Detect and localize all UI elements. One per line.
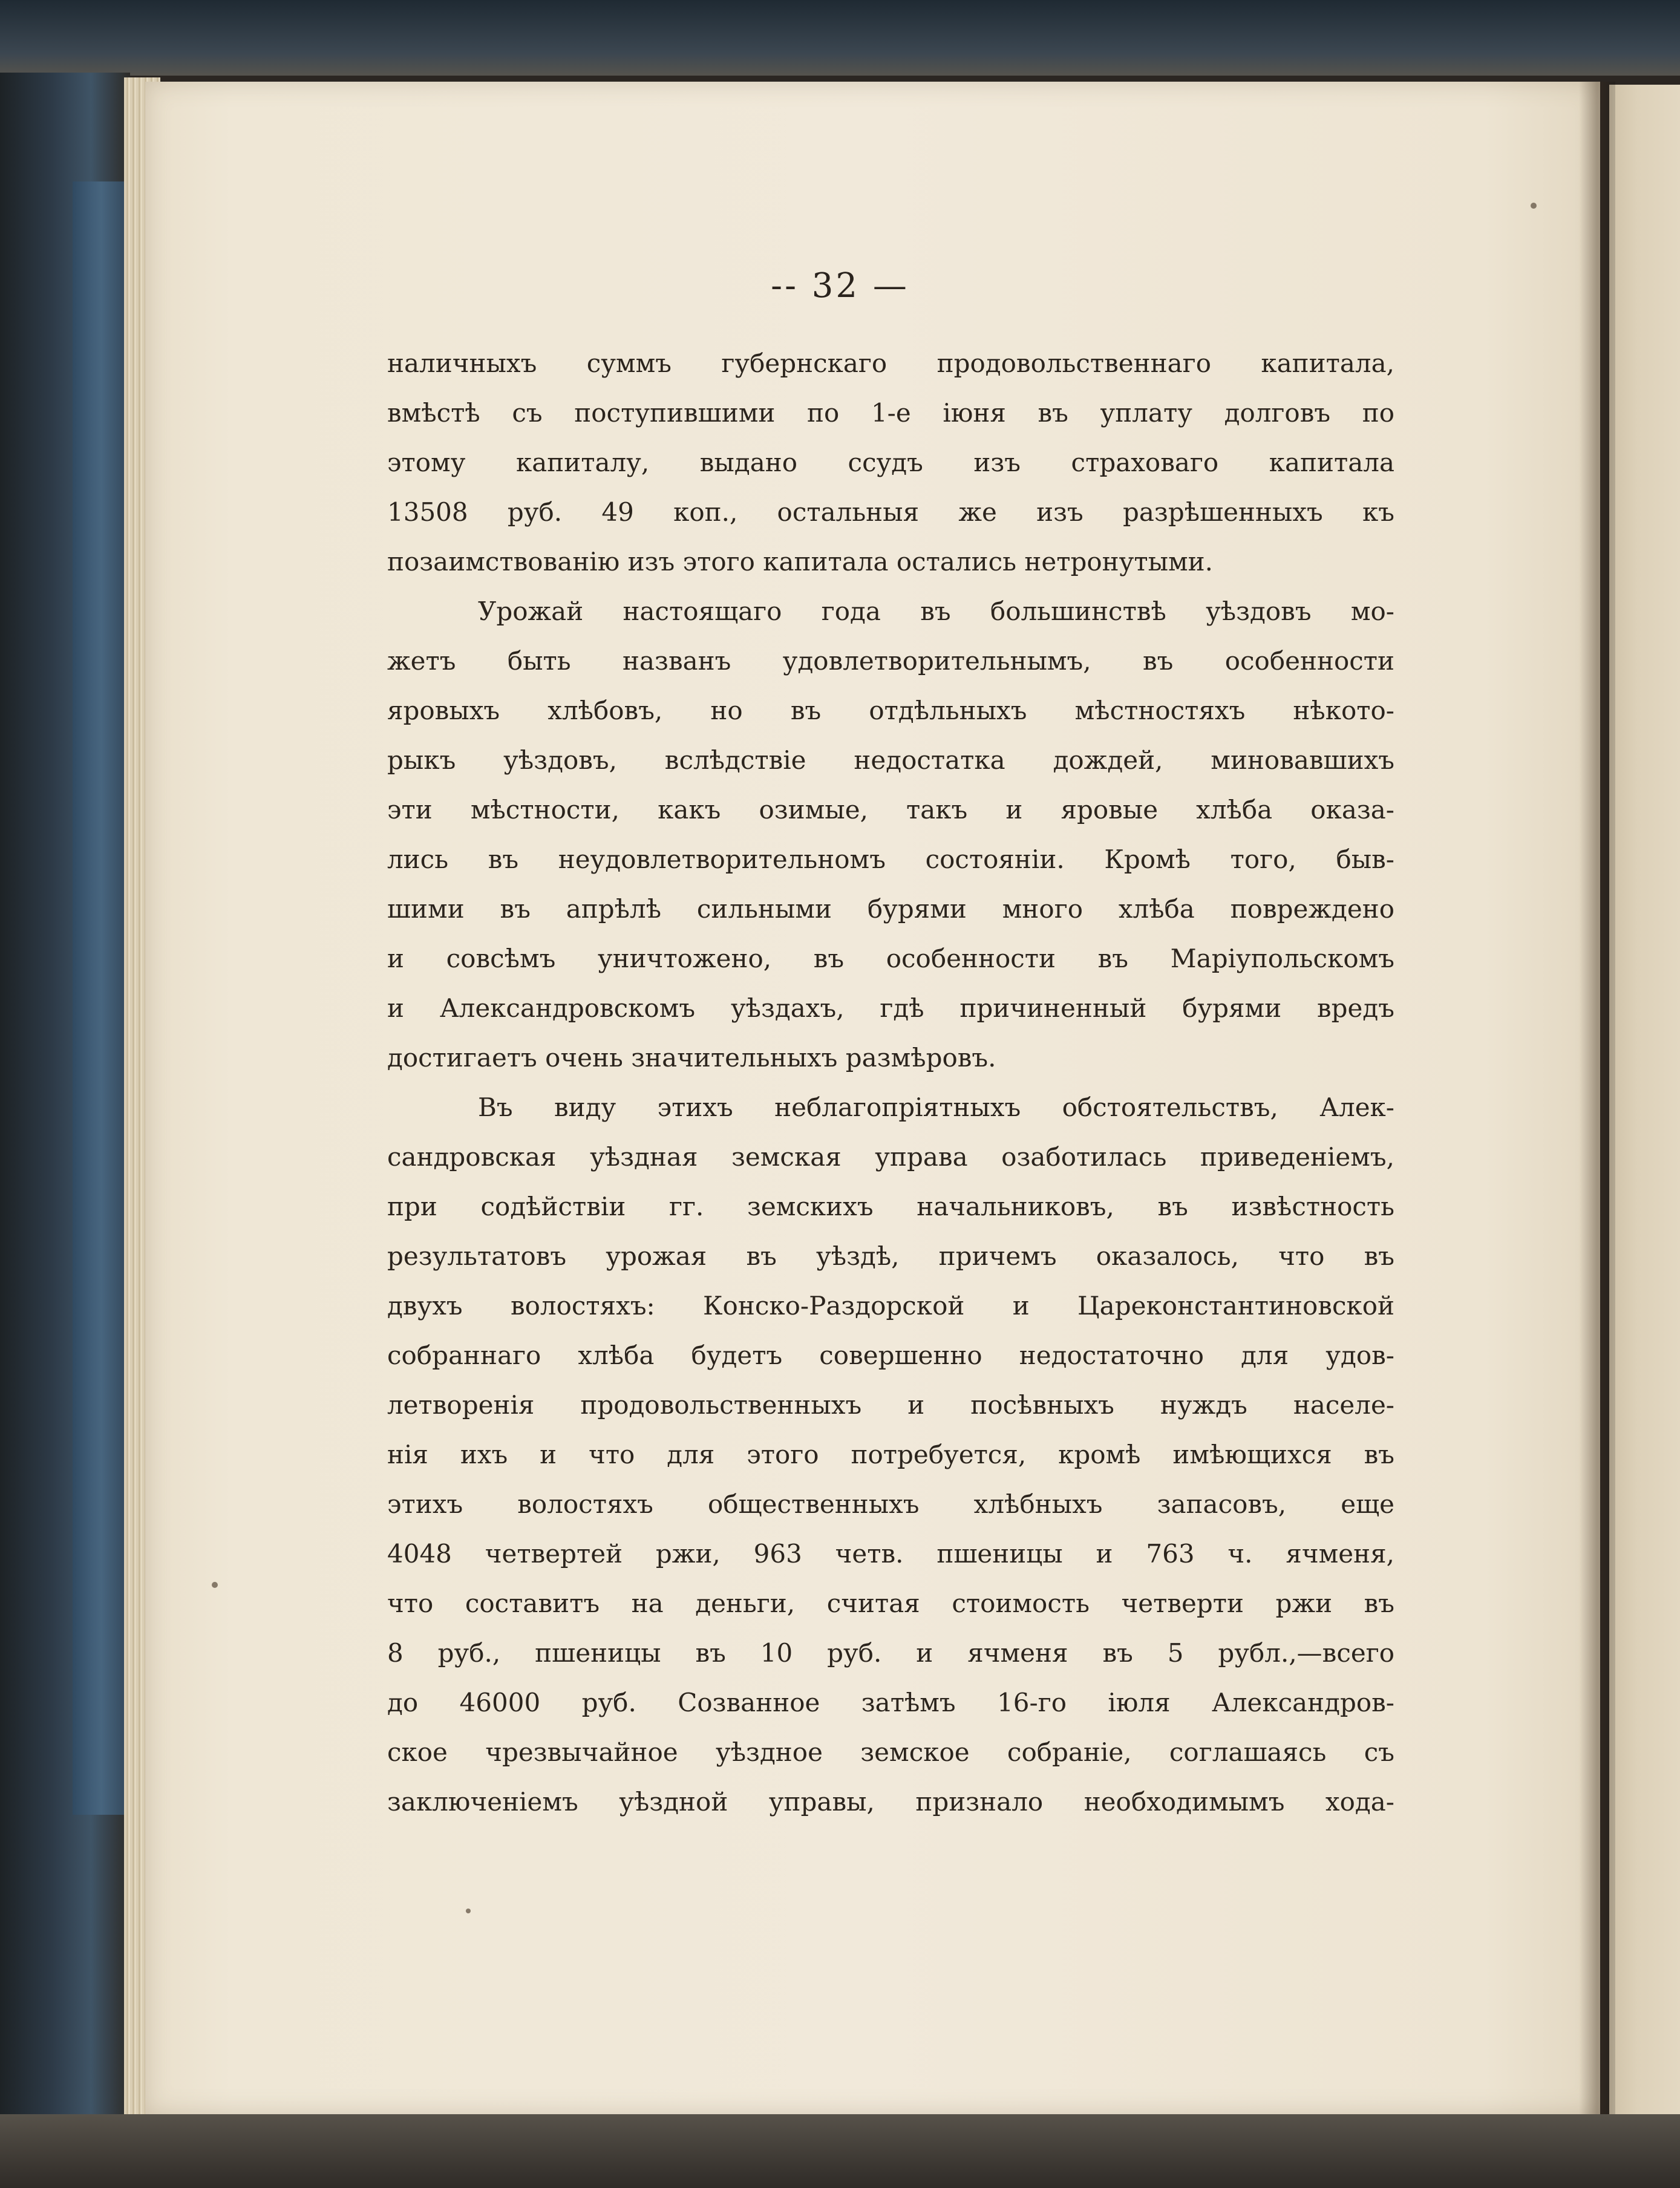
text-line: лись въ неудовлетворительномъ состоянiи. Кромѣ того, быв-	[387, 844, 1394, 874]
text-line: собраннаго хлѣба будетъ совершенно недостаточно для удов-	[387, 1341, 1394, 1370]
text-line: 13508 руб. 49 коп., остальныя же изъ разрѣшенныхъ къ	[387, 497, 1394, 527]
scan-background-top	[0, 0, 1680, 76]
text-line: что составитъ на деньги, считая стоимость четверти ржи въ	[387, 1589, 1394, 1618]
text-line: летворенiя продовольственныхъ и посѣвныхъ нуждъ населе-	[387, 1390, 1394, 1420]
text-line: сандровская уѣздная земская управа озаботилась приведенiемъ,	[387, 1142, 1394, 1172]
page-number: -- 32 —	[771, 266, 909, 305]
paper-speck	[212, 1582, 218, 1588]
gutter-shadow	[1579, 82, 1615, 2138]
scan-background-bottom	[0, 2114, 1680, 2188]
text-line: нiя ихъ и что для этого потребуется, кромѣ имѣющихся въ	[387, 1440, 1394, 1469]
facing-page-edge	[1609, 85, 1680, 2141]
text-line: жетъ быть названъ удовлетворительнымъ, въ особенности	[387, 646, 1394, 676]
text-line: Въ виду этихъ неблагопрiятныхъ обстоятельствъ, Алек-	[478, 1092, 1394, 1122]
text-line: при содѣйствiи гг. земскихъ начальниковъ, въ извѣстность	[387, 1192, 1394, 1221]
text-line: шими въ апрѣлѣ сильными бурями много хлѣба повреждено	[387, 894, 1394, 924]
text-line: яровыхъ хлѣбовъ, но въ отдѣльныхъ мѣстностяхъ нѣкото-	[387, 696, 1394, 725]
text-line: эти мѣстности, какъ озимые, такъ и яровые хлѣба оказа-	[387, 795, 1394, 825]
text-line: позаимствованiю изъ этого капитала остались нетронутыми.	[387, 547, 1214, 576]
text-line: рыкъ уѣздовъ, вслѣдствiе недостатка дождей, миновавшихъ	[387, 745, 1394, 775]
text-line: вмѣстѣ съ поступившими по 1-е iюня въ уплату долговъ по	[387, 398, 1394, 428]
text-line: результатовъ урожая въ уѣздѣ, причемъ оказалось, что въ	[387, 1241, 1394, 1271]
paper-speck	[466, 1909, 471, 1913]
text-line: наличныхъ суммъ губернскаго продовольственнаго капитала,	[387, 348, 1394, 378]
text-line: ское чрезвычайное уѣздное земское собранiе, соглашаясь съ	[387, 1737, 1394, 1767]
text-line: заключенiемъ уѣздной управы, признало необходимымъ хода-	[387, 1787, 1394, 1817]
text-line: 4048 четвертей ржи, 963 четв. пшеницы и 763 ч. ячменя,	[387, 1539, 1394, 1569]
text-line: этому капиталу, выдано ссудъ изъ страховаго капитала	[387, 448, 1394, 477]
text-line: 8 руб., пшеницы въ 10 руб. и ячменя въ 5 рубл.,—всего	[387, 1638, 1394, 1668]
text-line: и совсѣмъ уничтожено, въ особенности въ Марiупольскомъ	[387, 944, 1394, 973]
text-line: Урожай настоящаго года въ большинствѣ уѣздовъ мо-	[478, 596, 1394, 626]
text-line: до 46000 руб. Созванное затѣмъ 16-го iюля Александров-	[387, 1688, 1394, 1717]
paper-speck	[1531, 203, 1537, 209]
text-line: и Александровскомъ уѣздахъ, гдѣ причиненный бурями вредъ	[387, 993, 1394, 1023]
book-cover-cloth	[73, 181, 130, 1815]
text-line: этихъ волостяхъ общественныхъ хлѣбныхъ запасовъ, еще	[387, 1489, 1394, 1519]
text-line: двухъ волостяхъ: Конско-Раздорской и Цареконстантиновской	[387, 1291, 1394, 1321]
text-line: достигаетъ очень значительныхъ размѣровъ.	[387, 1043, 996, 1073]
body-text	[387, 339, 1394, 1827]
